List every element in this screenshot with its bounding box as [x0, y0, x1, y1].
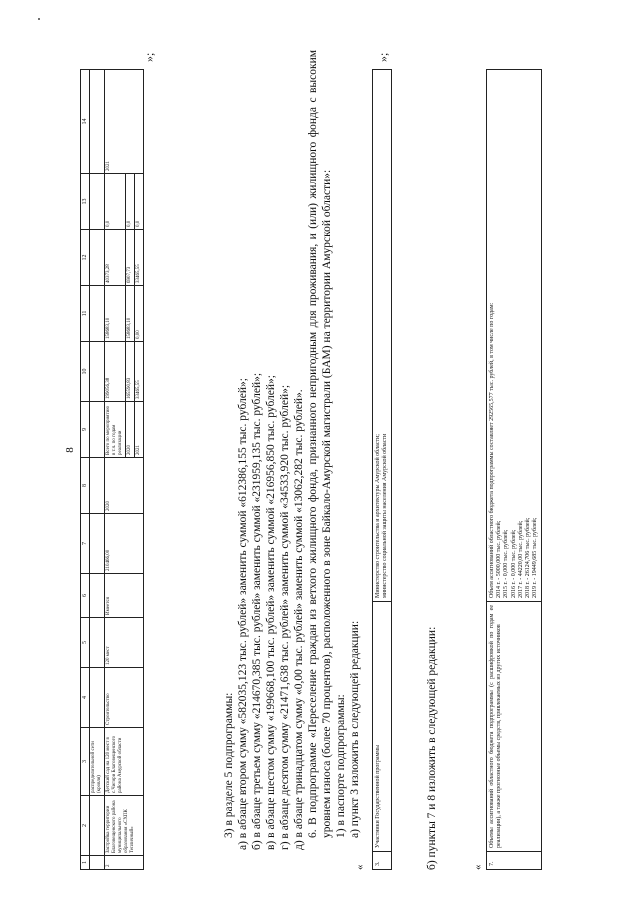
table-row — [105, 70, 126, 870]
participant-line: Министерство строительства и архитектуры Амурской области; — [375, 434, 381, 598]
closing-quote: »; — [142, 52, 156, 62]
paragraph: 3) в разделе 5 подпрограммы: — [223, 692, 235, 838]
paragraph: 1) в паспорте подпрограммы: — [335, 694, 347, 838]
table-cell: 199056,38 — [105, 342, 126, 402]
header-cell: 9 — [81, 402, 90, 458]
table-cell: 2020 — [126, 402, 135, 458]
table-cell: 210466,00 — [105, 514, 144, 574]
header-cell: 5 — [81, 618, 90, 668]
table-header-row — [81, 70, 90, 870]
table-cell: 33465,55 — [135, 230, 144, 286]
header-cell: 1 — [81, 856, 90, 870]
table-cell: 165590,83 — [126, 342, 135, 402]
header-cell: 4 — [81, 668, 90, 728]
table-cell: 0,0 — [105, 174, 126, 230]
table-row — [373, 70, 392, 870]
table-cell: 0,0 — [135, 174, 144, 230]
paragraph: г) в абзаце десятом сумму «21471,638 тыс. рублей» заменить суммой «34533,920 тыс. рублей»; — [279, 384, 291, 850]
header-cell: 7 — [81, 514, 90, 574]
table-cell: 0,0 — [126, 174, 135, 230]
table-cell: 40373,28 — [105, 230, 126, 286]
funding-line: 2015 г. - 0,000 тыс. рублей; — [503, 529, 510, 598]
header-cell: 11 — [81, 286, 90, 342]
table-cell: распределительной сети (кровля) — [90, 728, 105, 796]
row-number-cell: 7. — [487, 852, 542, 870]
paragraph: а) пункт 3 изложить в следующей редакции: — [349, 620, 361, 838]
measures-table — [80, 69, 144, 870]
table-row — [487, 70, 542, 870]
table-cell: Участники Государственной программы — [373, 602, 392, 852]
funding-line: 2019 г. - 19449,685 тыс. рублей; — [532, 517, 539, 598]
header-cell: 8 — [81, 458, 90, 514]
header-cell: 14 — [81, 70, 90, 174]
paragraph: в) в абзаце шестом сумму «199668,100 тыс. рублей» заменить суммой «216956,850 тыс. рублей»; — [265, 375, 277, 850]
table-cell: 158683,10 — [126, 286, 135, 342]
paragraph: д) в абзаце тринадцатом сумму «0,00 тыс. рублей» заменить суммой «13062,282 тыс. рублей». — [293, 389, 305, 850]
funding-table — [486, 69, 542, 870]
table-cell: Объемы ассигнований областного бюджета подпрограммы (с расшифровкой по годам ее реализации), а также прогнозные объемы средств, привлекаемых из других источников — [487, 602, 542, 852]
table-row — [90, 70, 105, 870]
table-cell: 120 мест — [105, 618, 144, 668]
header-cell: 2 — [81, 796, 90, 856]
table-cell: 2021 — [105, 70, 144, 174]
row-number-cell: 2 — [105, 856, 144, 870]
table-cell: Детский сад на 120 мест в с.Чигири Благовещенского района Амурской области — [105, 728, 144, 796]
table-cell: 0,00 — [135, 286, 144, 342]
participants-table — [372, 69, 392, 870]
row-number-cell: 3. — [373, 852, 392, 870]
table-cell — [487, 70, 542, 602]
header-cell: 3 — [81, 728, 90, 796]
table-cell: Застройка территории Благовещенского района муниципального образования «СХПК Тепличный» — [105, 796, 144, 856]
table-cell: Всего по мероприятию в т.ч. по годам реализации — [105, 402, 126, 458]
header-cell: 13 — [81, 174, 90, 230]
table-cell: Строительство — [105, 668, 144, 728]
table-cell: 6907,73 — [126, 230, 135, 286]
table-cell: 33465,55 — [135, 342, 144, 402]
table-cell: 2020 — [105, 458, 144, 514]
funding-line: Объем ассигнований областного бюджета подпрограммы составляет 292565,577 тыс. рублей, в том числе по годам: — [489, 302, 495, 598]
header-cell: 12 — [81, 230, 90, 286]
scan-speck — [38, 18, 40, 20]
funding-line: 2016 г. - 0,000 тыс. рублей; — [510, 529, 517, 598]
table-cell — [373, 70, 392, 602]
funding-line: 2018 г. - 26124,706 тыс. рублей; — [525, 517, 532, 598]
participant-line: министерство социальной защиты населения Амурской области — [382, 433, 388, 598]
funding-line: 2014 г. - 5000,000 тыс. рублей; — [496, 520, 503, 598]
table-cell: Имеется — [105, 574, 144, 618]
page-number: 8 — [64, 447, 76, 453]
opening-quote: « — [354, 864, 366, 870]
table-cell: 2021 — [135, 402, 144, 458]
table-cell: 158683,10 — [105, 286, 126, 342]
funding-line: 2017 г. - 44220,00 тыс. рублей; — [517, 520, 524, 598]
paragraph: 6. В подпрограмме «Переселение граждан из ветхого жилищного фонда, признанного непригодным для проживания, и (или) жилищного фонда с высоким уровнем износа (более 70 процентов), расположенного в зоне Байкало-Амурской магистрали (БАМ) на территории Амурской области»: — [307, 50, 333, 838]
paragraph: а) в абзаце втором сумму «582035,123 тыс. рублей» заменить суммой «612386,155 тыс. рублей»; — [237, 378, 249, 850]
rotated-content — [54, 20, 614, 880]
amendment-text — [222, 50, 362, 850]
header-cell: 10 — [81, 342, 90, 402]
paragraph: б) в абзаце третьем сумму «214670,385 тыс. рублей» заменить суммой «231959,135 тыс. рублей»; — [251, 372, 263, 850]
opening-quote: « — [472, 864, 484, 870]
closing-quote: »; — [376, 52, 390, 62]
paragraph: б) пункты 7 и 8 изложить в следующей редакции: — [426, 626, 438, 870]
header-cell: 6 — [81, 574, 90, 618]
